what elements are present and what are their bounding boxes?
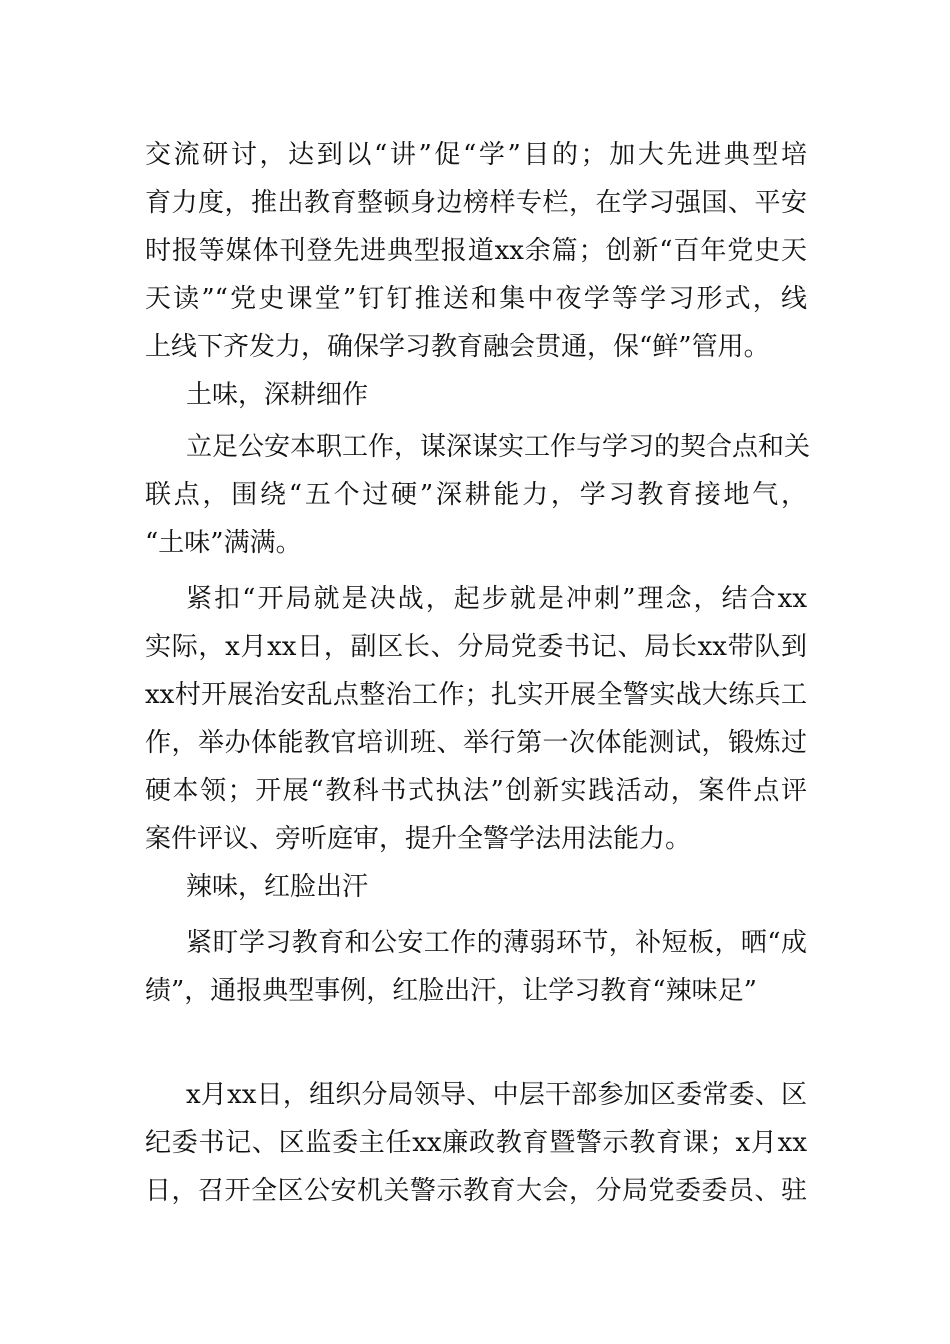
text-line: 绩”，通报典型事例，红脸出汗，让学习教育“辣味足”	[145, 976, 757, 1006]
text-line: 交流研讨，达到以“讲”促“学”目的；加大先进典型培	[145, 140, 807, 170]
text-line: 作，举办体能教官培训班、举行第一次体能测试，锻炼过	[145, 728, 807, 758]
text-line: 天读”“党史课堂”钉钉推送和集中夜学等学习形式，线	[145, 284, 807, 314]
text-line: 时报等媒体刊登先进典型报道xx余篇；创新“百年党史天	[145, 236, 807, 266]
text-line: 联点，围绕“五个过硬”深耕能力，学习教育接地气，	[145, 480, 807, 510]
text-line: 紧盯学习教育和公安工作的薄弱环节，补短板，晒“成	[186, 928, 807, 958]
text-line: 育力度，推出教育整顿身边榜样专栏，在学习强国、平安	[145, 188, 807, 218]
text-line: 上线下齐发力，确保学习教育融会贯通，保“鲜”管用。	[145, 332, 770, 362]
text-line: 日，召开全区公安机关警示教育大会，分局党委委员、驻	[145, 1176, 807, 1206]
text-line: 硬本领；开展“教科书式执法”创新实践活动，案件点评	[145, 776, 807, 806]
text-line: 纪委书记、区监委主任xx廉政教育暨警示教育课；x月xx	[145, 1128, 807, 1158]
text-line: 立足公安本职工作，谋深谋实工作与学习的契合点和关	[186, 432, 811, 462]
text-line: “土味”满满。	[145, 528, 302, 558]
text-line: 土味，深耕细作	[186, 380, 369, 410]
text-line: 案件评议、旁听庭审，提升全警学法用法能力。	[145, 824, 692, 854]
text-line: xx村开展治安乱点整治工作；扎实开展全警实战大练兵工	[145, 680, 807, 710]
text-line: x月xx日，组织分局领导、中层干部参加区委常委、区	[186, 1080, 807, 1110]
text-line: 紧扣“开局就是决战，起步就是冲刺”理念，结合xx	[186, 584, 807, 614]
text-line: 实际，x月xx日，副区长、分局党委书记、局长xx带队到	[145, 632, 807, 662]
text-line: 辣味，红脸出汗	[186, 872, 369, 902]
